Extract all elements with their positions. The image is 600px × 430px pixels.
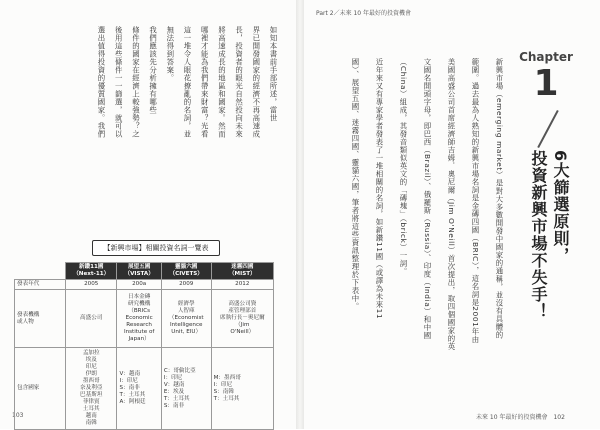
cell-org: 經濟學 人智庫 （Economist Intelligence Unit, EIU） — [161, 290, 211, 348]
chapter-title-line: 投資新興市場不失手！ — [529, 150, 548, 320]
col-header-mist: 迷霧四國 （MIST） — [211, 263, 273, 280]
body-column: （China）組成，其發音類似英文的「磚塊」（brick）一詞。 — [399, 58, 408, 276]
cell-countries: C：哥倫比亞 I：印尼 V：越南 E：埃及 T：土耳其 S：南非 — [161, 348, 211, 430]
cell-year: 2009 — [161, 280, 211, 290]
col-header-vista: 展望五國 （VISTA） — [117, 263, 161, 280]
row-label-year: 發表年代 — [15, 280, 66, 290]
body-column: 界已開發國家的經濟不再高速成 — [251, 26, 261, 138]
right-page — [304, 0, 600, 429]
table-header-row — [15, 263, 274, 280]
body-column: 將高速成長的地區和國家。然而 — [217, 26, 227, 138]
book-gutter — [296, 0, 304, 429]
investment-terms-table — [14, 262, 274, 430]
row-label-countries: 包含國家 — [15, 348, 66, 430]
cell-org: 高盛公司資 產管理部首 席執行長－奧尼爾 （Jim O'Neill） — [211, 290, 273, 348]
cell-countries: 孟加拉 埃及 印尼 伊朗 墨西哥 奈及利亞 巴基斯坦 菲律賓 土耳其 越南 南韓 — [66, 348, 117, 430]
body-column: 範圍。過去最為人熟知的新興市場名詞是金磚四國（BRIC），這名詞是2001年由 — [471, 58, 480, 344]
col-header-civets: 靈貓六國 （CIVETS） — [161, 263, 211, 280]
cell-org: 高盛公司 — [66, 290, 117, 348]
cell-countries: V：越南 I：印尼 S：南非 T：土耳其 A：阿根廷 — [117, 348, 161, 430]
cell-year: 2005 — [66, 280, 117, 290]
table-title: 【新興市場】相關投資名詞一覽表 — [92, 240, 220, 256]
body-column: 這一堆令人眼花撩亂的名詞，並 — [183, 26, 192, 138]
left-page-number: 103 — [12, 412, 24, 419]
body-column: 選出值得投資的優質國家。我們 — [97, 26, 106, 138]
cell-org: 日本金磚 研究機構 （BRICs Economic Research Institute of Japan） — [117, 290, 161, 348]
chapter-divider — [537, 110, 558, 148]
body-column: 條件的國家在經濟上較強勢？之 — [131, 26, 141, 138]
body-column: 如知本書前手部所述，當世 — [269, 26, 278, 122]
left-page — [0, 0, 296, 429]
table-row-countries — [15, 348, 274, 430]
table-row-year — [15, 280, 274, 290]
cell-year: 200a — [117, 280, 161, 290]
table-corner — [15, 263, 66, 280]
chapter-title-line: 6大篩選原則， — [551, 150, 570, 265]
body-column: 長，投資者的眼光自然投向未來 — [234, 26, 244, 138]
body-column: 我們應該先分析擁有哪些 — [148, 26, 158, 114]
body-column: 文國名開頭字母，即巴西（Brazil）、俄羅斯（Russia）、印度（India）和中國 — [423, 58, 432, 340]
running-header: Part 2／未來 10 年最好的投資機會 — [316, 10, 412, 17]
row-label-org: 發表機構 或人物 — [15, 290, 66, 348]
body-column: 無法得到答案。 — [165, 26, 175, 82]
body-column: 後用這些條件一一篩選，就可以 — [114, 26, 124, 138]
body-column: 美國高盛公司首席經濟師吉姆．奧尼爾（Jim O'Neill）首次提出，取四個國家的英 — [447, 58, 456, 351]
table-row-org — [15, 290, 274, 348]
col-header-next11: 新鑽11國 （Next-11） — [66, 263, 117, 280]
right-page-footer: 未來 10 年最好的投資機會 102 — [476, 414, 565, 421]
body-column: 哪裡才能為我們帶來財富？光看 — [200, 26, 210, 138]
chapter-number: 1 — [533, 63, 559, 104]
cell-countries: M：墨西哥 I：印尼 S：南韓 T：土耳其 — [211, 348, 273, 430]
cell-year: 2012 — [211, 280, 273, 290]
body-column: 國）、展望五國、迷霧四國、靈貓六國，筆者將這些資訊整理於下表中。 — [351, 58, 360, 311]
body-column: 近年來又有專家學者發表了一堆相關的名詞，如新鑽11國（或譯為未來11 — [375, 58, 384, 320]
chapter-label: Chapter — [519, 50, 573, 64]
body-column: 新興市場（emerging market）是對大多數開發中國家的通稱，並沒有具體的 — [495, 58, 504, 339]
